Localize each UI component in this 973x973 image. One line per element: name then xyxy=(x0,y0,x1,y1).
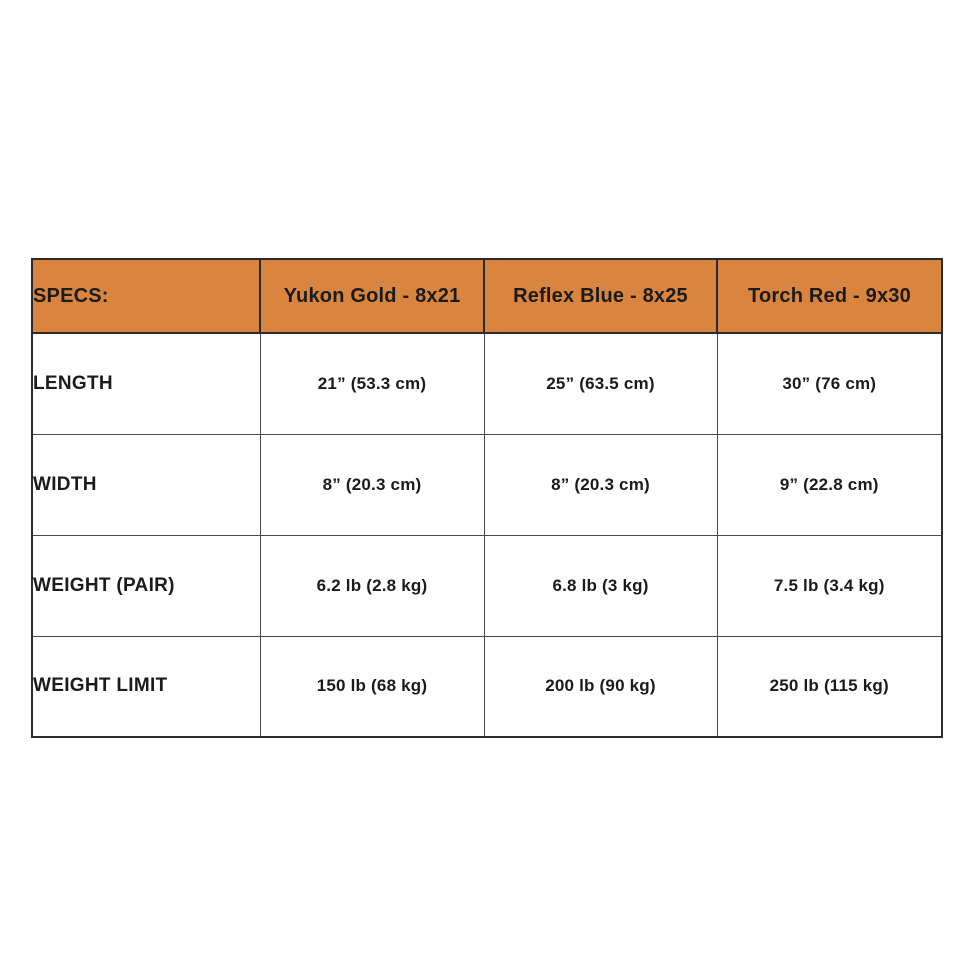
row-label-width: WIDTH xyxy=(32,434,260,535)
header-cell-specs: SPECS: xyxy=(32,259,260,333)
specs-table xyxy=(31,258,943,738)
header-cell-yukon-gold: Yukon Gold - 8x21 xyxy=(260,259,484,333)
specs-table-container xyxy=(31,258,941,737)
header-cell-torch-red: Torch Red - 9x30 xyxy=(717,259,942,333)
width-torch: 9” (22.8 cm) xyxy=(717,434,942,535)
weight-limit-yukon: 150 lb (68 kg) xyxy=(260,636,484,737)
header-cell-reflex-blue: Reflex Blue - 8x25 xyxy=(484,259,717,333)
weight-pair-reflex: 6.8 lb (3 kg) xyxy=(484,535,717,636)
width-reflex: 8” (20.3 cm) xyxy=(484,434,717,535)
specs-header-row xyxy=(32,259,942,333)
table-row-length xyxy=(32,333,942,434)
weight-pair-yukon: 6.2 lb (2.8 kg) xyxy=(260,535,484,636)
width-yukon: 8” (20.3 cm) xyxy=(260,434,484,535)
weight-pair-torch: 7.5 lb (3.4 kg) xyxy=(717,535,942,636)
length-torch: 30” (76 cm) xyxy=(717,333,942,434)
length-yukon: 21” (53.3 cm) xyxy=(260,333,484,434)
row-label-length: LENGTH xyxy=(32,333,260,434)
weight-limit-torch: 250 lb (115 kg) xyxy=(717,636,942,737)
weight-limit-reflex: 200 lb (90 kg) xyxy=(484,636,717,737)
table-row-weight-limit xyxy=(32,636,942,737)
row-label-weight-limit: WEIGHT LIMIT xyxy=(32,636,260,737)
length-reflex: 25” (63.5 cm) xyxy=(484,333,717,434)
table-row-width xyxy=(32,434,942,535)
row-label-weight-pair: WEIGHT (PAIR) xyxy=(32,535,260,636)
table-row-weight-pair xyxy=(32,535,942,636)
